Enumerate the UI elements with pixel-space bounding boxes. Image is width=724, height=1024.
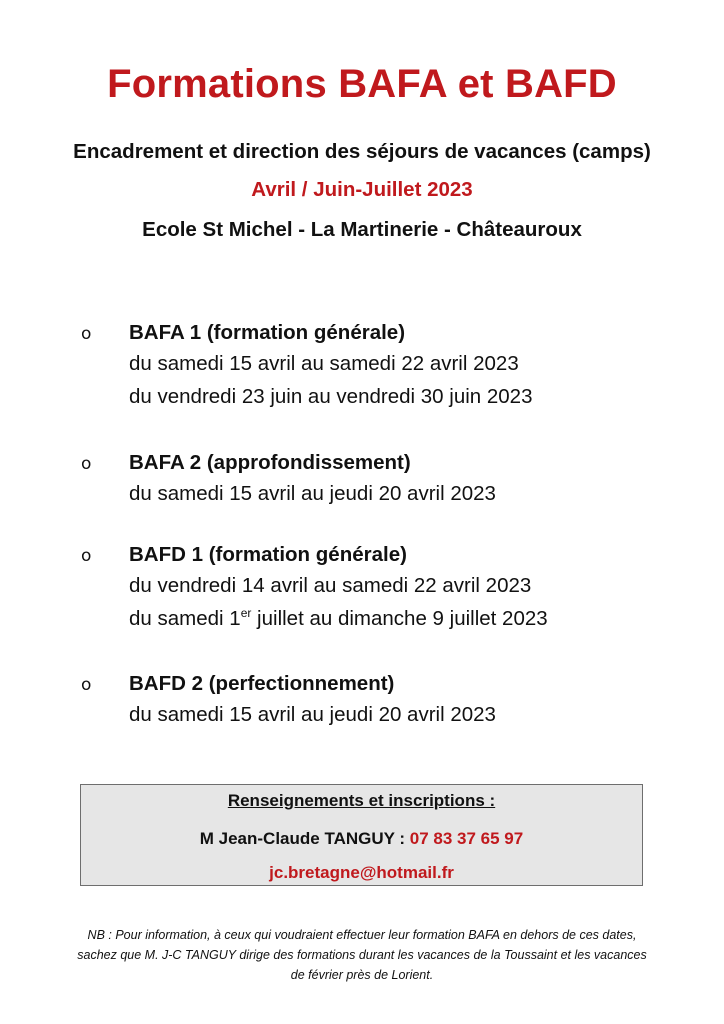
footnote: NB : Pour information, à ceux qui voudraient effectuer leur formation BAFA en dehors de ces dates, sachez que M. J-C TANGUY dirige des formations durant les vacances de la Toussaint et les vacances de février près de Lorient.	[77, 928, 647, 982]
course-title: BAFD 2 (perfectionnement)	[129, 672, 395, 695]
session-text-end: juillet au dimanche 9 juillet 2023	[251, 607, 548, 630]
course-title: BAFA 1 (formation générale)	[129, 321, 406, 344]
course-session: du vendredi 23 juin au vendredi 30 juin 2023	[129, 385, 533, 408]
course-session	[129, 607, 548, 631]
contact-info-box	[80, 784, 643, 886]
info-heading: Renseignements et inscriptions :	[227, 791, 496, 810]
contact-name: M Jean-Claude TANGUY :	[199, 829, 410, 848]
period-dates: Avril / Juin-Juillet 2023	[251, 178, 473, 201]
course-title: BAFA 2 (approfondissement)	[129, 451, 411, 474]
course-session: du samedi 15 avril au samedi 22 avril 2023	[129, 352, 519, 375]
page-title: Formations BAFA et BAFD	[107, 62, 617, 106]
contact-phone: 07 83 37 65 97	[409, 829, 524, 848]
bullet-circle-icon: o	[81, 675, 92, 695]
bullet-circle-icon: o	[81, 454, 92, 474]
contact-email: jc.bretagne@hotmail.fr	[269, 863, 454, 882]
course-session: du vendredi 14 avril au samedi 22 avril 2023	[129, 574, 532, 597]
bullet-circle-icon: o	[81, 546, 92, 566]
page-subtitle: Encadrement et direction des séjours de vacances (camps)	[73, 140, 651, 163]
course-session: du samedi 15 avril au jeudi 20 avril 2023	[129, 482, 496, 505]
contact-line	[81, 829, 642, 849]
course-session: du samedi 15 avril au jeudi 20 avril 2023	[129, 703, 496, 726]
bullet-circle-icon: o	[81, 324, 92, 344]
course-title: BAFD 1 (formation générale)	[129, 543, 407, 566]
session-text-start: du samedi 1	[129, 607, 241, 630]
ordinal-superscript: er	[240, 606, 252, 620]
location-line: Ecole St Michel - La Martinerie - Châteauroux	[142, 218, 582, 241]
